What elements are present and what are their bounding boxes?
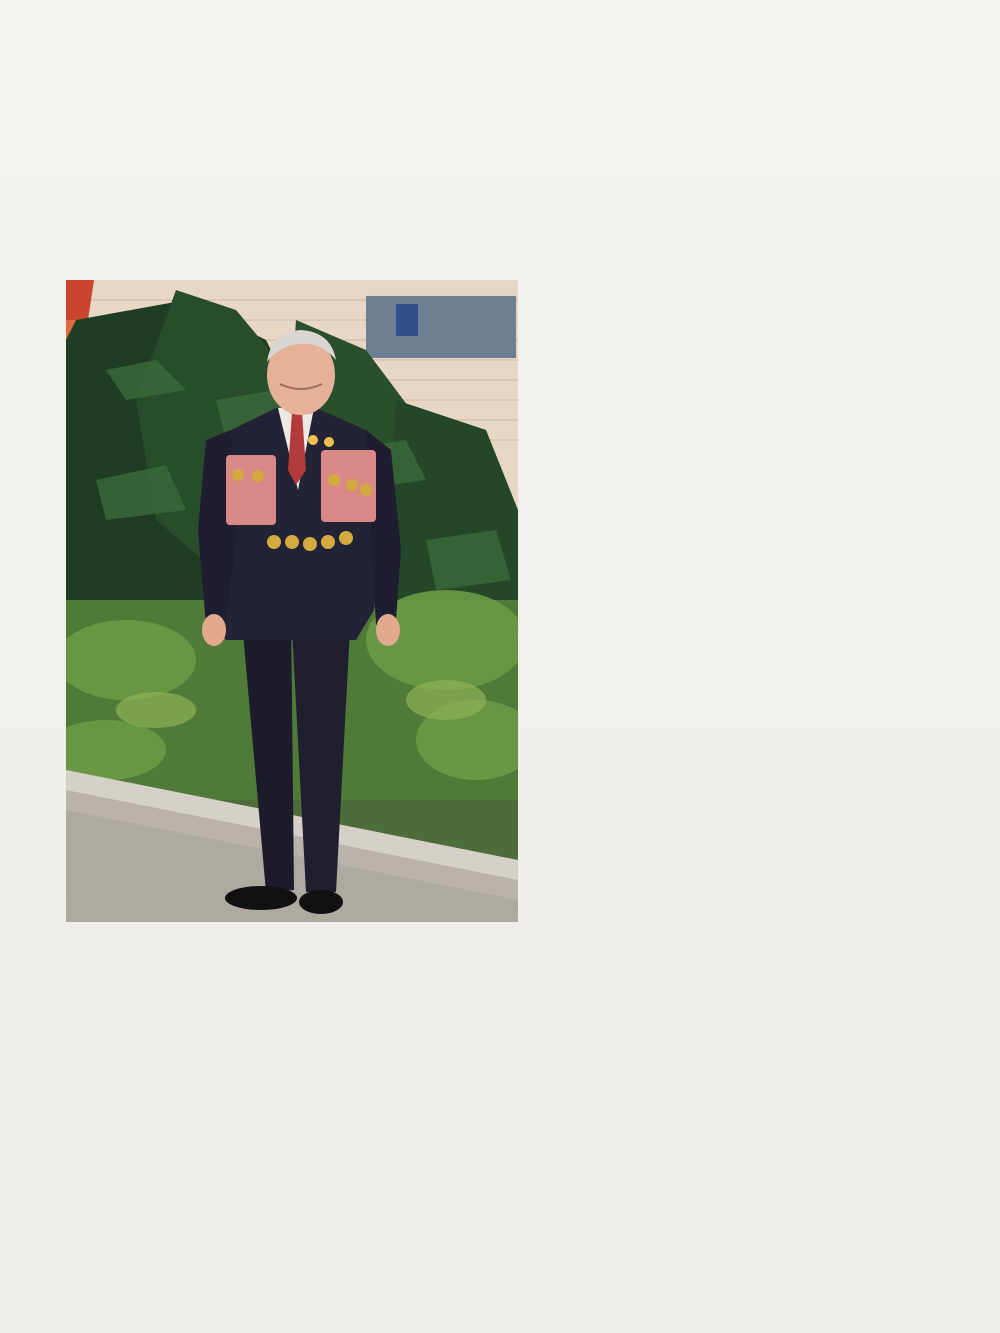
house-number-plate <box>396 304 418 336</box>
portrait-photo <box>66 280 518 922</box>
